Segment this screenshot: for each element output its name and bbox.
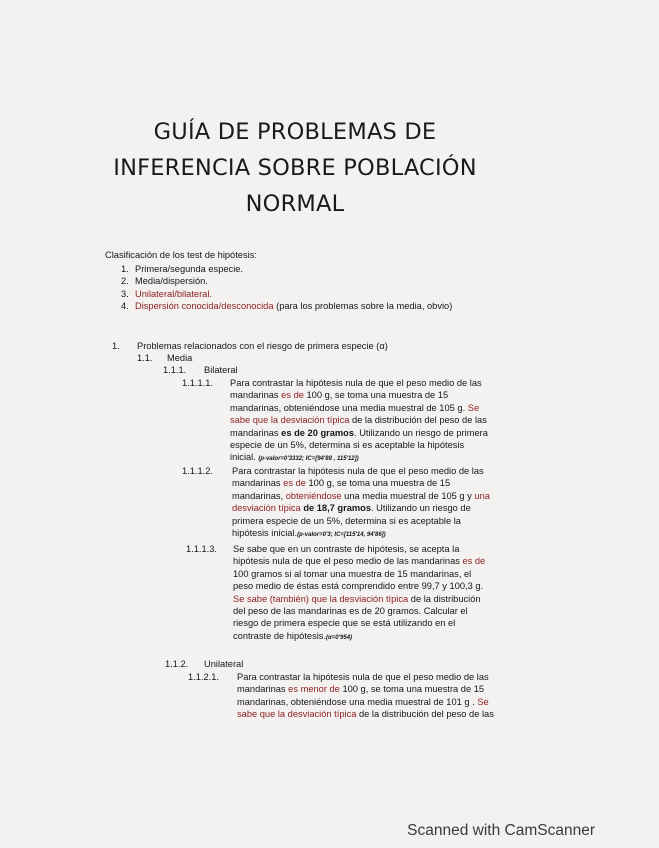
title-line-2: INFERENCIA SOBRE POBLACIÓN (113, 155, 477, 181)
classification-block (105, 249, 452, 312)
problem-number: 1.1.1.2. (182, 466, 214, 476)
classification-heading: Clasificación de los test de hipótesis: (105, 250, 257, 260)
section-1-1-1-number: 1.1.1. (163, 365, 187, 375)
scanner-watermark: Scanned with CamScanner (407, 822, 595, 839)
classification-item: 1. Primera/segunda especie. (121, 264, 244, 275)
section-1-1-1-heading: Bilateral (204, 365, 238, 375)
problem-1-1-1-1: Para contrastar la hipótesis nula de que el peso medio de las mandarinas es de 100 g, se toma una muestra de 15 mandarinas, obteniéndose una media muestral de 105 g. Se sabe que la desviación típica de la distribución del peso de las mandarinas es de 20 gramos. Utilizando un riesgo de primera especie de un 5%, determina si es aceptable la hipótesis inicial. (p-valor=0'3332; IC=[94'88 , 115'12]) (230, 378, 488, 463)
section-1-1-heading: Media (167, 353, 193, 363)
problem-1-1-1-3: Se sabe que en un contraste de hipótesis, se acepta la hipótesis nula de que el peso medio de las mandarinas es de 100 gramos si al tomar una muestra de 15 mandarinas, el peso medio de éstas está comprendido entre 99,7 y 100,3 g. Se sabe (también) que la desviación típica de la distribución del peso de las mandarinas es de 20 gramos. Calcular el riesgo de primera especie que se está utilizando en el contraste de hipótesis.(α=0'954) (233, 544, 486, 641)
section-1-1-2-number: 1.1.2. (165, 659, 189, 669)
title-line-1: GUÍA DE PROBLEMAS DE (153, 119, 437, 145)
classification-item: 3. Unilateral/bilateral. (121, 288, 212, 299)
problem-number: 1.1.1.3. (186, 544, 218, 554)
classification-item: 2. Media/dispersión. (121, 276, 208, 287)
title-line-3: NORMAL (245, 191, 345, 217)
problem-1-1-1-2: Para contrastar la hipótesis nula de que el peso medio de las mandarinas es de 100 g, se toma una muestra de 15 mandarinas, obteniéndose una media muestral de 105 g y una desviación típica de 18,7 gramos. Utilizando un riesgo de primera especie de un 5%, determina si es aceptable la hipótesis inicial.(p-valor=0'3; IC=[115'14, 94'86]) (232, 466, 490, 539)
section-1-1-2-heading: Unilateral (204, 659, 244, 669)
problem-number: 1.1.1.1. (182, 378, 214, 388)
problem-number: 1.1.2.1. (188, 672, 220, 682)
page-title (0, 114, 590, 222)
section-1-heading: Problemas relacionados con el riesgo de primera especie (α) (137, 341, 388, 351)
section-1-1-number: 1.1. (137, 353, 153, 363)
section-1-number: 1. (112, 341, 120, 351)
classification-item: 4. Dispersión conocida/desconocida (para los problemas sobre la media, obvio) (121, 300, 453, 311)
problem-1-1-2-1: Para contrastar la hipótesis nula de que el peso medio de las mandarinas es menor de 100 g, se toma una muestra de 15 mandarinas, obteniéndose una media muestral de 101 g . Se sabe que la desviación típica de la distribución del peso de las (237, 672, 494, 720)
